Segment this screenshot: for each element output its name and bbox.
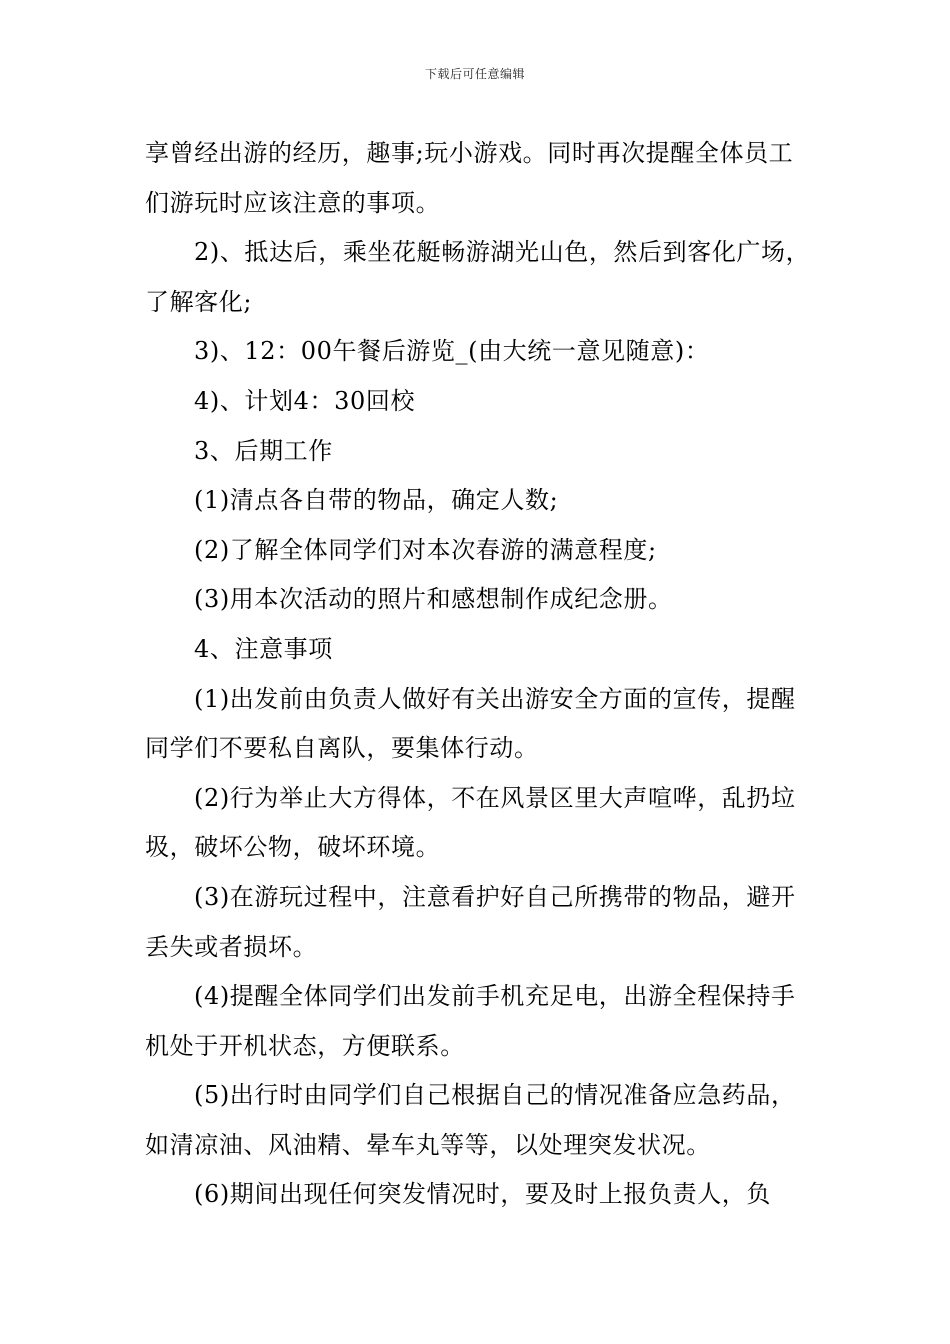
paragraph: (5)出行时由同学们自己根据自己的情况准备应急药品，如清凉油、风油精、晕车丸等等，以处理突发状况。	[145, 1081, 796, 1159]
paragraph: (6)期间出现任何突发情况时，要及时上报负责人，负	[194, 1180, 771, 1209]
paragraph: (4)提醒全体同学们出发前手机充足电，出游全程保持手机处于开机状态，方便联系。	[145, 982, 796, 1060]
section-heading: 3、后期工作	[194, 436, 333, 465]
paragraph: 享曾经出游的经历，趣事;玩小游戏。同时再次提醒全体员工们游玩时应该注意的事项。	[145, 139, 794, 217]
paragraph: (1)出发前由负责人做好有关出游安全方面的宣传，提醒同学们不要私自离队，要集体行动。	[145, 684, 796, 763]
section-heading: 4、注意事项	[194, 634, 333, 663]
document-body	[145, 129, 813, 1220]
paragraph: (1)清点各自带的物品，确定人数;	[194, 486, 559, 515]
paragraph: 2)、抵达后，乘坐花艇畅游湖光山色，然后到客化广场，了解客化;	[145, 238, 811, 316]
paragraph: 3)、12：00午餐后游览_(由大统一意见随意)：	[194, 337, 710, 366]
paragraph: (2)行为举止大方得体，不在风景区里大声喧哗，乱扔垃圾，破坏公物，破坏环境。	[145, 783, 796, 862]
paragraph: (2)了解全体同学们对本次春游的满意程度;	[194, 535, 657, 564]
paragraph: 4)、计划4：30回校	[194, 386, 416, 415]
paragraph: (3)用本次活动的照片和感想制作成纪念册。	[194, 585, 673, 614]
page-header: 下载后可任意编辑	[424, 67, 525, 81]
paragraph: (3)在游玩过程中，注意看护好自己所携带的物品，避开丢失或者损坏。	[145, 882, 796, 961]
